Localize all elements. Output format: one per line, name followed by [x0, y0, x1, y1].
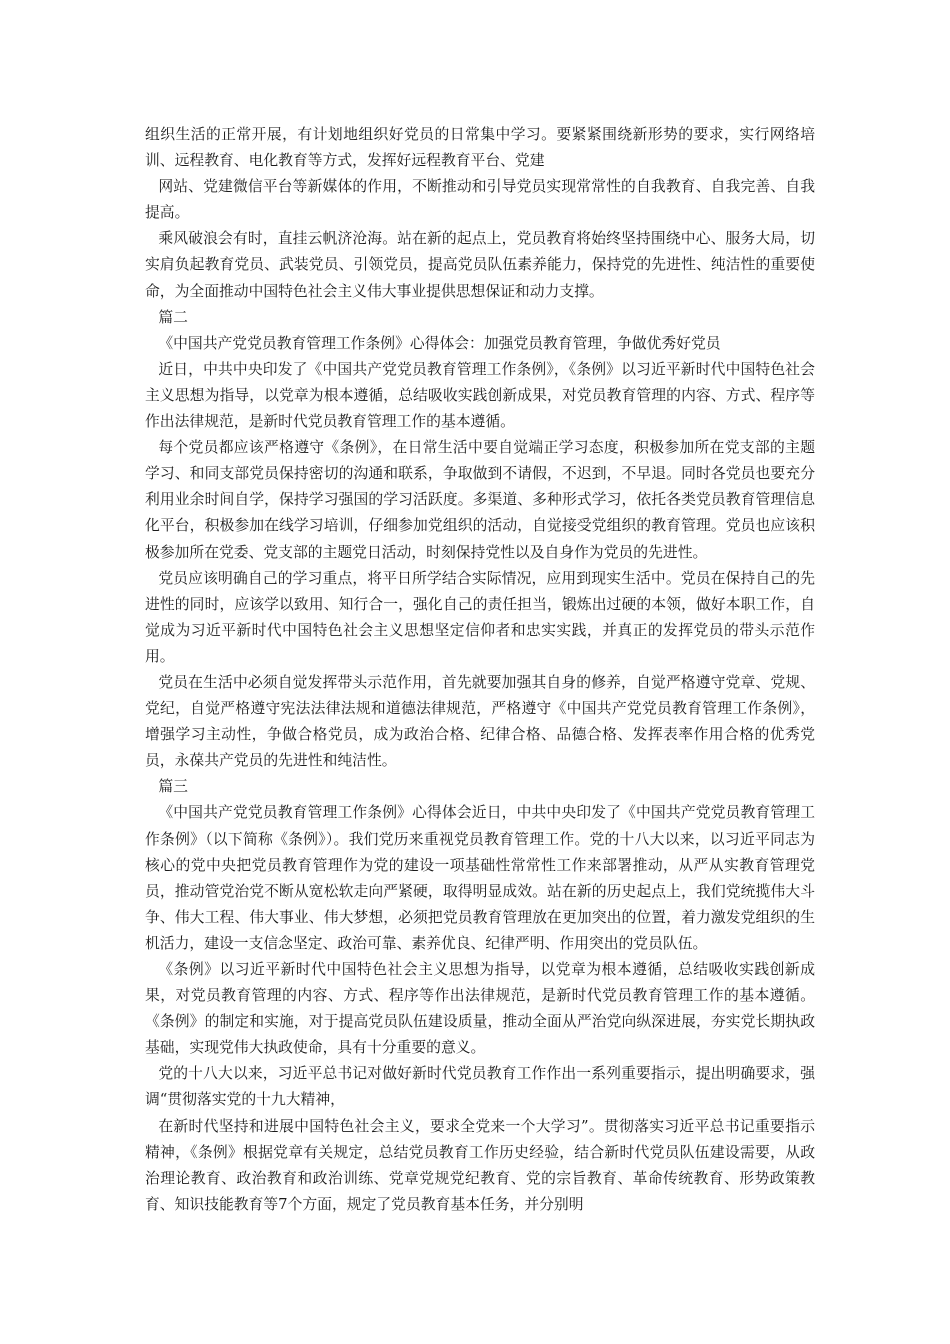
document-page [145, 122, 815, 1218]
paragraph: 每个党员都应该严格遵守《条例》，在日常生活中要自觉端正学习态度，积极参加所在党支部的主题学习、和同支部党员保持密切的沟通和联系，争取做到不请假，不迟到，不早退。同时各党员也要充分利用业余时间自学，保持学习强国的学习活跃度。多渠道、多种形式学习，依托各类党员教育管理信息化平台，积极参加在线学习培训，仔细参加党组织的活动，自觉接受党组织的教育管理。党员也应该积极参加所在党委、党支部的主题党日活动，时刻保持党性以及自身作为党员的先进性。 [145, 439, 815, 561]
paragraph: 《中国共产党党员教育管理工作条例》心得体会近日，中共中央印发了《中国共产党党员教育管理工作条例》（以下简称《条例》）。我们党历来重视党员教育管理工作。党的十八大以来，以习近平同志为核心的党中央把党员教育管理作为党的建设一项基础性常常性工作来部署推动，从严从实教育管理党员，推动管党治党不断从宽松软走向严紧硬，取得明显成效。站在新的历史起点上，我们党统揽伟大斗争、伟大工程、伟大事业、伟大梦想，必须把党员教育管理放在更加突出的位置，着力激发党组织的生机活力，建设一支信念坚定、政治可靠、素养优良、纪律严明、作用突出的党员队伍。 [145, 804, 815, 952]
paragraph: 党员在生活中必须自觉发挥带头示范作用，首先就要加强其自身的修养，自觉严格遵守党章、党规、党纪，自觉严格遵守宪法法律法规和道德法律规范，严格遵守《中国共产党党员教育管理工作条例》，增强学习主动性，争做合格党员，成为政治合格、纪律合格、品德合格、发挥表率作用合格的优秀党员，永葆共产党员的先进性和纯洁性。 [145, 673, 815, 770]
paragraph: 网站、党建微信平台等新媒体的作用，不断推动和引导党员实现常常性的自我教育、自我完善、自我提高。 [145, 178, 815, 222]
paragraph: 乘风破浪会有时，直挂云帆济沧海。站在新的起点上，党员教育将始终坚持围绕中心、服务大局，切实肩负起教育党员、武装党员、引领党员，提高党员队伍素养能力，保持党的先进性、纯洁性的重要使命，为全面推动中国特色社会主义伟大事业提供思想保证和动力支撑。 [145, 230, 815, 300]
paragraph: 组织生活的正常开展，有计划地组织好党员的日常集中学习。要紧紧围绕新形势的要求，实行网络培训、远程教育、电化教育等方式，发挥好远程教育平台、党建 [145, 126, 815, 170]
paragraph: 党的十八大以来，习近平总书记对做好新时代党员教育工作作出一系列重要指示，提出明确要求，强调“贯彻落实党的十九大精神， [145, 1065, 815, 1109]
section-heading: 篇二 [158, 308, 188, 326]
paragraph: 在新时代坚持和进展中国特色社会主义，要求全党来一个大学习”。贯彻落实习近平总书记重要指示精神，《条例》根据党章有关规定，总结党员教育工作历史经验，结合新时代党员队伍建设需要，从政治理论教育、政治教育和政治训练、党章党规党纪教育、党的宗旨教育、革命传统教育、形势政策教育、知识技能教育等7个方面，规定了党员教育基本任务，并分别明 [145, 1117, 815, 1213]
paragraph: 近日，中共中央印发了《中国共产党党员教育管理工作条例》，《条例》以习近平新时代中国特色社会主义思想为指导，以党章为根本遵循，总结吸收实践创新成果，对党员教育管理的内容、方式、程序等作出法律规范，是新时代党员教育管理工作的基本遵循。 [145, 360, 815, 431]
section-heading: 篇三 [158, 778, 188, 796]
paragraph: 《条例》以习近平新时代中国特色社会主义思想为指导，以党章为根本遵循，总结吸收实践创新成果，对党员教育管理的内容、方式、程序等作出法律规范，是新时代党员教育管理工作的基本遵循。《条例》的制定和实施，对于提高党员队伍建设质量，推动全面从严治党向纵深进展，夯实党长期执政基础，实现党伟大执政使命，具有十分重要的意义。 [145, 961, 815, 1057]
paragraph: 党员应该明确自己的学习重点，将平日所学结合实际情况，应用到现实生活中。党员在保持自己的先进性的同时，应该学以致用、知行合一，强化自己的责任担当，锻炼出过硬的本领，做好本职工作，自觉成为习近平新时代中国特色社会主义思想坚定信仰者和忠实实践，并真正的发挥党员的带头示范作用。 [145, 569, 815, 665]
article-title: 《中国共产党党员教育管理工作条例》心得体会：加强党员教育管理，争做优秀好党员 [158, 334, 721, 352]
